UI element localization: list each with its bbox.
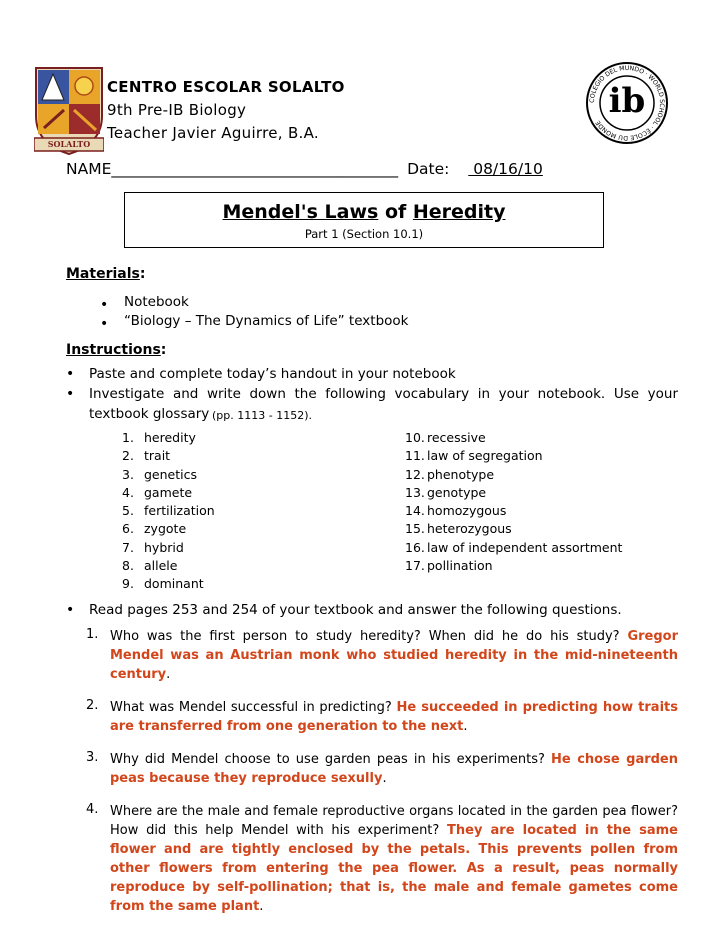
vocab-term: heterozygous [427,521,512,537]
list-item [122,557,382,575]
list-item [122,429,382,447]
list-item [122,484,382,502]
list-item [122,502,382,520]
question-item [86,698,678,736]
ib-ring-text: COLEGIO DEL MUNDO · WORLD SCHOOL · ÉCOLE DU MONDE [588,64,666,142]
answer-period: . [382,771,387,786]
vocab-term: fertilization [144,503,215,519]
question-text: Who was the first person to study heredity? When did he do his study? [110,629,628,644]
vocab-term: law of segregation [427,448,543,464]
question-list [86,627,678,916]
name-date-row [66,160,678,178]
vocab-number: 2. [122,448,134,464]
instructions-list [66,366,678,426]
list-item [122,539,382,557]
worksheet-title: Mendel's Laws of Heredity [222,201,506,223]
vocab-number: 5. [122,503,134,519]
vocab-number: 4. [122,484,134,500]
vocab-list-left [122,429,382,594]
vocab-number: 16. [405,539,425,555]
list-item [122,520,382,538]
date-value: 08/16/10 [468,160,543,178]
instructions-heading: Instructions: [66,342,167,358]
worksheet-subtitle: Part 1 (Section 10.1) [304,227,424,241]
title-box [124,192,604,248]
materials-list [100,294,409,332]
answer-period: . [259,899,264,914]
school-crest-logo [34,66,104,158]
list-item: • Notebook [100,294,189,313]
list-item: • Paste and complete today’s handout in your notebook [66,366,456,382]
vocab-number: 17. [405,558,425,574]
vocab-term: gamete [144,484,193,500]
list-item [405,557,665,575]
list-item: • “Biology – The Dynamics of Life” textbook [100,313,409,332]
vocab-term: phenotype [427,466,495,482]
name-label: NAME [66,160,112,178]
list-item [405,502,665,520]
vocab-term: homozygous [427,503,507,519]
materials-heading: Materials: [66,266,146,282]
question-number: 3. [86,750,99,765]
answer-text: He succeeded in predicting how traits are transferred from one generation to the next [110,700,678,734]
vocab-number: 8. [122,558,134,574]
vocab-number: 3. [122,466,134,482]
list-item [405,520,665,538]
vocab-number: 14. [405,503,425,519]
vocab-number: 10. [405,430,425,445]
vocab-number: 11. [405,448,425,464]
vocab-number: 7. [122,539,134,555]
vocab-term: hybrid [144,539,184,555]
vocab-term: law of independent assortment [427,539,623,555]
answer-period: . [166,667,171,682]
vocab-list-right [405,429,665,575]
crest-banner-text: SOLALTO [47,139,91,149]
teacher-name: Teacher Javier Aguirre, B.A. [107,124,319,142]
vocab-term: genotype [427,484,487,500]
course-name: 9th Pre-IB Biology [107,101,247,119]
vocab-number: 1. [122,430,134,445]
list-item [405,484,665,502]
vocab-term: heredity [144,430,196,445]
list-item [122,575,382,593]
question-text: Why did Mendel choose to use garden peas in his experiments? [110,752,552,767]
vocab-number: 12. [405,466,425,482]
question-number: 1. [86,627,99,642]
vocab-term: genetics [144,466,197,482]
vocab-number: 6. [122,521,134,537]
question-item [86,627,678,684]
list-item [405,447,665,465]
question-text: What was Mendel successful in predicting? [110,700,397,715]
vocab-number: 13. [405,484,425,500]
vocab-term: allele [144,558,178,574]
question-item [86,750,678,788]
question-item [86,802,678,916]
vocab-term: pollination [427,558,493,574]
list-item [405,466,665,484]
date-label: Date: [407,160,450,178]
list-item [405,429,665,447]
question-number: 4. [86,802,99,817]
vocab-term: zygote [144,521,187,537]
answer-text: He chose garden peas because they reproduce sexully [110,752,679,786]
vocab-number: 15. [405,521,425,537]
ib-logo-letters: ib [608,81,646,121]
question-number: 2. [86,698,99,713]
question-text: Where are the male and female reproductive organs located in the garden pea flower? How did this help Mendel with his experiment? [110,804,678,838]
name-blank-line: _____________________________________ [111,160,399,178]
vocab-term: trait [144,448,171,464]
ib-world-school-logo [584,60,670,146]
school-name: CENTRO ESCOLAR SOLALTO [107,78,345,96]
vocab-term: dominant [144,576,204,592]
list-item [405,539,665,557]
list-item: • Investigate and write down the following vocabulary in your notebook. Use your [66,386,678,402]
vocab-term: recessive [427,430,486,445]
vocab-number: 9. [122,576,134,592]
list-item [122,466,382,484]
answer-period: . [463,719,468,734]
answer-text: They are located in the same flower and are tightly enclosed by the petals. This prevents pollen from other flowers from entering the pea flower. As a result, peas normally reproduce by self-pollination; that is, the male and female gametes come from the same plant [110,823,678,914]
answer-text: Gregor Mendel was an Austrian monk who studied heredity in the mid-nineteenth century [110,629,678,682]
list-item [122,447,382,465]
list-item-continued: textbook glossary (pp. 1113 - 1152). [89,406,312,422]
